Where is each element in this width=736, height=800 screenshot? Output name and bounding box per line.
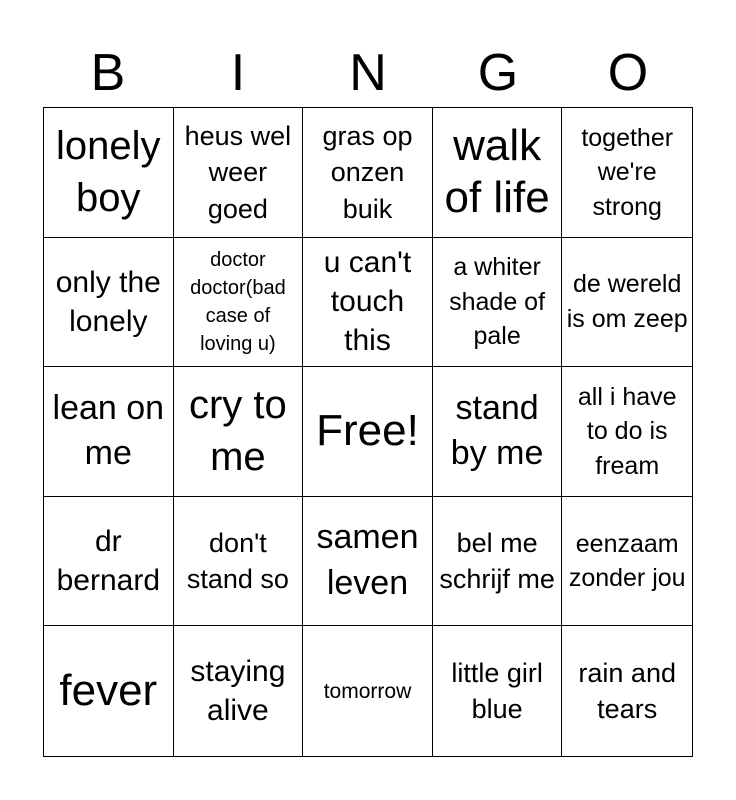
bingo-cell-r2c5[interactable]	[562, 238, 692, 368]
cell-text: a whiter shade of pale	[449, 253, 546, 351]
bingo-cell-r3c4[interactable]	[433, 367, 563, 497]
cell-text: de wereld is om zeep	[566, 270, 688, 333]
cell-text: lonely boy	[56, 124, 161, 221]
bingo-cell-r3c5[interactable]	[562, 367, 692, 497]
cell-text: together we're strong	[581, 123, 674, 221]
cell-text: stand by me	[450, 388, 544, 473]
bingo-cell-r2c4[interactable]	[433, 238, 563, 368]
bingo-cell-r5c2[interactable]	[174, 626, 304, 756]
bingo-header	[43, 40, 693, 106]
bingo-cell-r4c3[interactable]	[303, 497, 433, 627]
cell-text: doctor doctor(bad case of loving u)	[190, 248, 286, 355]
cell-text: rain and tears	[578, 657, 676, 725]
cell-text: heus wel weer goed	[184, 120, 292, 224]
cell-text: gras op onzen buik	[322, 120, 413, 224]
cell-text: all i have to do is fream	[577, 382, 677, 480]
bingo-cell-r3c2[interactable]	[174, 367, 304, 497]
header-letter-b: B	[90, 44, 126, 102]
header-letter-g: G	[477, 44, 519, 102]
bingo-cell-r5c1[interactable]	[44, 626, 174, 756]
cell-text: u can't touch this	[323, 246, 412, 358]
cell-text: bel me schrijf me	[439, 527, 555, 595]
bingo-cell-r3c1[interactable]	[44, 367, 174, 497]
cell-text: staying alive	[190, 655, 286, 728]
cell-text: lean on me	[52, 388, 165, 473]
header-letter-i: I	[230, 44, 246, 102]
bingo-cell-r1c4[interactable]	[433, 108, 563, 238]
bingo-cell-r1c2[interactable]	[174, 108, 304, 238]
bingo-cell-r2c1[interactable]	[44, 238, 174, 368]
bingo-cell-r5c3[interactable]	[303, 626, 433, 756]
cell-text: only the lonely	[55, 265, 161, 338]
bingo-cell-r4c5[interactable]	[562, 497, 692, 627]
bingo-cell-r2c2[interactable]	[174, 238, 304, 368]
bingo-cell-r1c1[interactable]	[44, 108, 174, 238]
bingo-cell-r4c4[interactable]	[433, 497, 563, 627]
bingo-cell-r1c5[interactable]	[562, 108, 692, 238]
free-space-text: Free!	[316, 406, 419, 456]
cell-text: dr bernard	[56, 525, 160, 598]
cell-text: tomorrow	[323, 679, 412, 703]
bingo-cell-r4c2[interactable]	[174, 497, 304, 627]
bingo-cell-r2c3[interactable]	[303, 238, 433, 368]
cell-text: cry to me	[188, 383, 287, 480]
cell-text: samen leven	[316, 518, 419, 603]
bingo-cell-r5c4[interactable]	[433, 626, 563, 756]
bingo-cell-r4c1[interactable]	[44, 497, 174, 627]
bingo-cell-r1c3[interactable]	[303, 108, 433, 238]
cell-text: little girl blue	[451, 657, 543, 725]
cell-text: don't stand so	[186, 527, 289, 595]
bingo-card	[43, 107, 693, 757]
bingo-cell-r3c3-free[interactable]	[303, 367, 433, 497]
bingo-cell-r5c5[interactable]	[562, 626, 692, 756]
cell-text: eenzaam zonder jou	[568, 529, 686, 593]
header-letter-o: O	[607, 44, 649, 102]
header-letter-n: N	[349, 44, 387, 102]
cell-text: fever	[59, 665, 158, 715]
cell-text: walk of life	[444, 120, 550, 223]
